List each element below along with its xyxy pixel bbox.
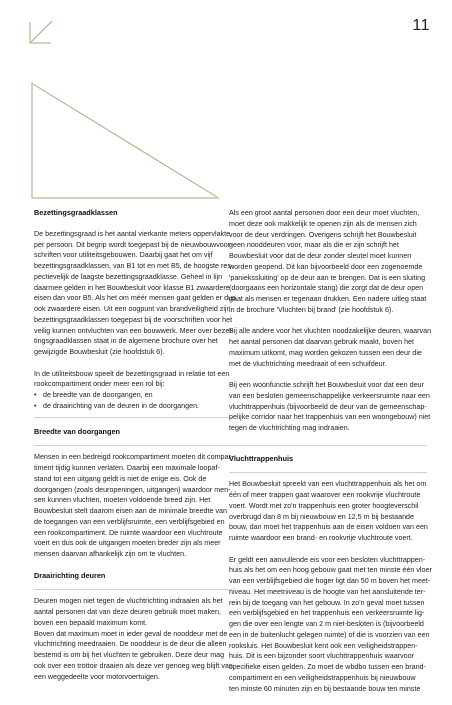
text-line: tegen de vluchtrichting mag indraaien. <box>229 424 350 432</box>
text-line: Boven dat maximum moet in ieder geval de nooddeur met de <box>34 629 228 638</box>
divider <box>34 417 232 418</box>
text-line: niveau. Het meetniveau is de hoogte van het aansluitende ter- <box>229 587 426 596</box>
text-line: rookcompartiment onder meer een rol bij: <box>34 380 165 389</box>
text-line: gen die over een lengte van 2 m niet-besloten is (bijvoorbeeld <box>229 620 424 628</box>
text-line: In de utiliteitsbouw speelt de bezettingsgraad in relatie tot een <box>34 369 230 378</box>
page-number: 11 <box>412 17 430 34</box>
bullet-text: de draairichting van de deuren in de doorgangen. <box>43 401 200 410</box>
paragraph <box>34 452 232 560</box>
text-line: bouw, dan moet het trappenhuis aan de eisen voldoen van een <box>229 523 428 532</box>
bullet-icon: • <box>34 391 37 399</box>
text-line: van een verblijfsgebied die hoger ligt dan 50 m boven het meet- <box>229 577 431 585</box>
text-line: mensen daarvan afhankelijk zijn om te vluchten. <box>34 550 187 558</box>
text-line: gewijzigde Bouwbesluit (zie hoofdstuk 6). <box>34 348 165 356</box>
heading-bezettingsgraadklassen: Bezettingsgraadklassen <box>34 208 118 217</box>
text-line: vluchttrappenhuis (bijvoorbeeld de deur van de gemeenschap- <box>229 402 427 411</box>
text-line: Bouwbesluit stelt daarom eisen aan de minimale breedte van <box>34 507 227 515</box>
divider <box>229 472 427 473</box>
heading-draairichting-deuren: Draairichting deuren <box>34 570 106 580</box>
text-line: een verblijfsgebied en het trappenhuis een verkeersruimte lig- <box>229 609 425 618</box>
text-line: Mensen in een bedreigd rookcompartiment moeten dit compar- <box>34 453 234 462</box>
text-line: rooksluis. Het Bouwbesluit kent ook een veiligheidstrappen- <box>229 641 418 650</box>
text-line: pectievelijk de laagste bezettingsgraadklasse. Geheel in lijn <box>34 272 223 281</box>
bullet-text: de breedte van de doorgangen, en <box>43 391 153 399</box>
text-line: bestemd is om bij het vluchten te gebruiken. Deze deur mag <box>34 651 225 659</box>
text-line: een in de buitenlucht gelegen ruimte) of die is voorzien van een <box>229 630 430 639</box>
left-column <box>34 208 236 693</box>
text-line: een weggedeelte voor motorvoertuigen. <box>34 672 160 681</box>
text-line: ruimte waardoor een brand- en rookvrije vluchtroute voert. <box>229 534 413 542</box>
text-line: moet deze ook makkelijk te openen zijn als de mensen zich <box>229 219 417 228</box>
text-line: doorgangen (zoals deuropeningen, uitgangen) waardoor men- <box>34 485 231 494</box>
text-line: huis. Dit is een bijzonder soort vluchttrappenhuis waarvoor <box>229 652 414 661</box>
large-diagonal-line <box>33 84 217 197</box>
text-line: Als een groot aantal personen door een deur moet vluchten, <box>229 209 420 217</box>
text-line: Het Bouwbesluit spreekt van een vluchttrappenhuis als het om <box>229 480 427 489</box>
divider <box>34 589 232 590</box>
text-line: maximum uitkomt, mag worden gekozen tussen een deur die <box>229 348 422 357</box>
text-line: daarmee gelden in het Bouwbesluit voor klasse B1 zwaardere <box>34 283 230 292</box>
text-line: de toegangen van een verblijfsruimte, een verblijfsgebied en <box>34 517 225 526</box>
text-line: vluchtrichting meedraaien. De nooddeur is de deur die alleen <box>34 640 227 649</box>
divider <box>229 445 427 446</box>
heading-vluchttrappenhuis: Vluchttrappenhuis <box>229 453 294 463</box>
text-line: (doorgaans een horizontale stang) die zorgt dat de deur open <box>229 284 424 293</box>
bullet-icon: • <box>34 401 37 410</box>
text-line: worden geopend. Dit kan bijvoorbeeld door een zogenoemde <box>229 262 423 271</box>
bullet-item <box>34 390 232 401</box>
text-line: bezettingsgraadklassen, van B1 tot en met B5, de hoogste res- <box>34 262 234 270</box>
right-column <box>229 208 432 705</box>
text-line: één of meer trappen gaat waarover een rookvrije vluchtroute <box>229 491 421 499</box>
text-line: ook zwaardere eisen. Uit een oogpunt van brandveiligheid zijn <box>34 305 231 313</box>
text-line: voert en dus ook de uitgangen moeten breder zijn als meer <box>34 539 221 548</box>
paragraph <box>34 596 232 682</box>
text-line: pelijke corridor naar het trappenhuis van een woongebouw) niet <box>229 413 431 422</box>
text-line: Deuren mogen niet tegen de vluchtrichting indraaien als het <box>34 597 223 606</box>
text-line: van een besloten gemeenschappelijke verkeersruimte naar een <box>229 391 430 400</box>
text-line: veilig kunnen ontvluchten van een bouwwerk. Meer over bezet- <box>34 326 234 335</box>
paragraph <box>229 380 431 434</box>
paragraph <box>229 479 427 544</box>
paragraph <box>34 229 236 358</box>
text-line: overbrugd dan 8 m bij nieuwbouw en 12,5 m bij bestaande <box>229 512 414 521</box>
text-line: stand tot een uitgang geldt is niet de enige eis. Ook de <box>34 474 207 483</box>
paragraph <box>229 555 432 695</box>
text-line: het aantal personen dat daarvan gebruik maakt, boven het <box>229 338 414 346</box>
text-line: Bij een woonfunctie schrijft het Bouwbesluit voor dat een deur <box>229 381 424 389</box>
text-line: per persoon. Dit begrip wordt toegepast bij de nieuwbouwvoor- <box>34 240 233 249</box>
text-line: ten minste 60 minuten zijn en bij bestaande bouw ten minste <box>229 684 421 693</box>
text-line: met de vluchtrichting meedraait of een schuifdeur. <box>229 359 387 368</box>
text-line: De bezettingsgraad is het aantal vierkante meters oppervlakte <box>34 229 231 238</box>
text-line: eisen dan voor B5. Als het om méér mensen gaat gelden er dus <box>34 294 236 303</box>
divider <box>34 445 232 446</box>
text-line: een rookcompartiment. De ruimte waardoor een vluchtroute <box>34 528 223 537</box>
text-line: specifieke eisen gelden. Zo moet de wbdbo tussen een brand- <box>229 663 426 671</box>
text-line: Bouwbesluit voor dat de deur zonder sleutel moet kunnen <box>229 252 412 260</box>
text-line: geen nooddeuren voor, maar als die er zijn schrijft het <box>229 241 399 250</box>
text-line: in de brochure 'Vluchten bij brand' (zie hoofdstuk 6). <box>229 305 394 314</box>
text-line: compartiment en een veiligheidstrappenhuis bij nieuwbouw <box>229 673 416 682</box>
heading-breedte-van-doorgangen: Breedte van doorgangen <box>34 426 120 436</box>
text-line: voert. Wordt met zo'n trappenhuis een groter hoogteverschil <box>229 501 419 510</box>
text-line: Bij alle andere voor het vluchten noodzakelijke deuren, waarvan <box>229 327 432 336</box>
text-line: ook over een trottoir draaien als deze ver genoeg weg blijft van <box>34 661 233 670</box>
corner-slash-mark <box>31 21 52 42</box>
text-line: schriften voor utiliteitsgebouwen. Daarbij gaat het om vijf <box>34 251 213 260</box>
bullet-item <box>34 401 232 412</box>
text-line: Er geldt een aanvullende eis voor een besloten vluchttrappen- <box>229 555 426 564</box>
text-line: aantal personen dat van deze deuren gebruik moet maken, <box>34 608 221 616</box>
text-line: voor de deur verdringen. Overigens schrijft het Bouwbesluit <box>229 230 417 239</box>
text-line: rein bij de toegang van het gebouw. In zo'n geval moet tussen <box>229 598 425 607</box>
text-line: 'paniekssluiting' op de deur aan te brengen. Dat is een sluiting <box>229 273 426 282</box>
text-line: gaat als mensen er tegenaan drukken. Een nadere uitleg staat <box>229 295 427 303</box>
paragraph <box>229 326 432 369</box>
text-line: huis als het om een hoog gebouw gaat met ten minste één vloer <box>229 566 432 575</box>
text-line: sen kunnen vluchten, moeten voldoende breed zijn. Het <box>34 496 211 505</box>
text-line: timent tijdig kunnen verlaten. Daarbij een maximale loopaf- <box>34 464 220 472</box>
text-line: tingsgraadklassen staat in de algemene brochure over het <box>34 337 218 346</box>
paragraph <box>229 208 427 316</box>
bullet-list <box>34 390 232 412</box>
text-line: bezettingsgraadklassen toegepast bij de voorschriften voor het <box>34 315 233 324</box>
paragraph <box>34 369 232 391</box>
text-line: boven een bepaald maximum komt. <box>34 618 148 627</box>
